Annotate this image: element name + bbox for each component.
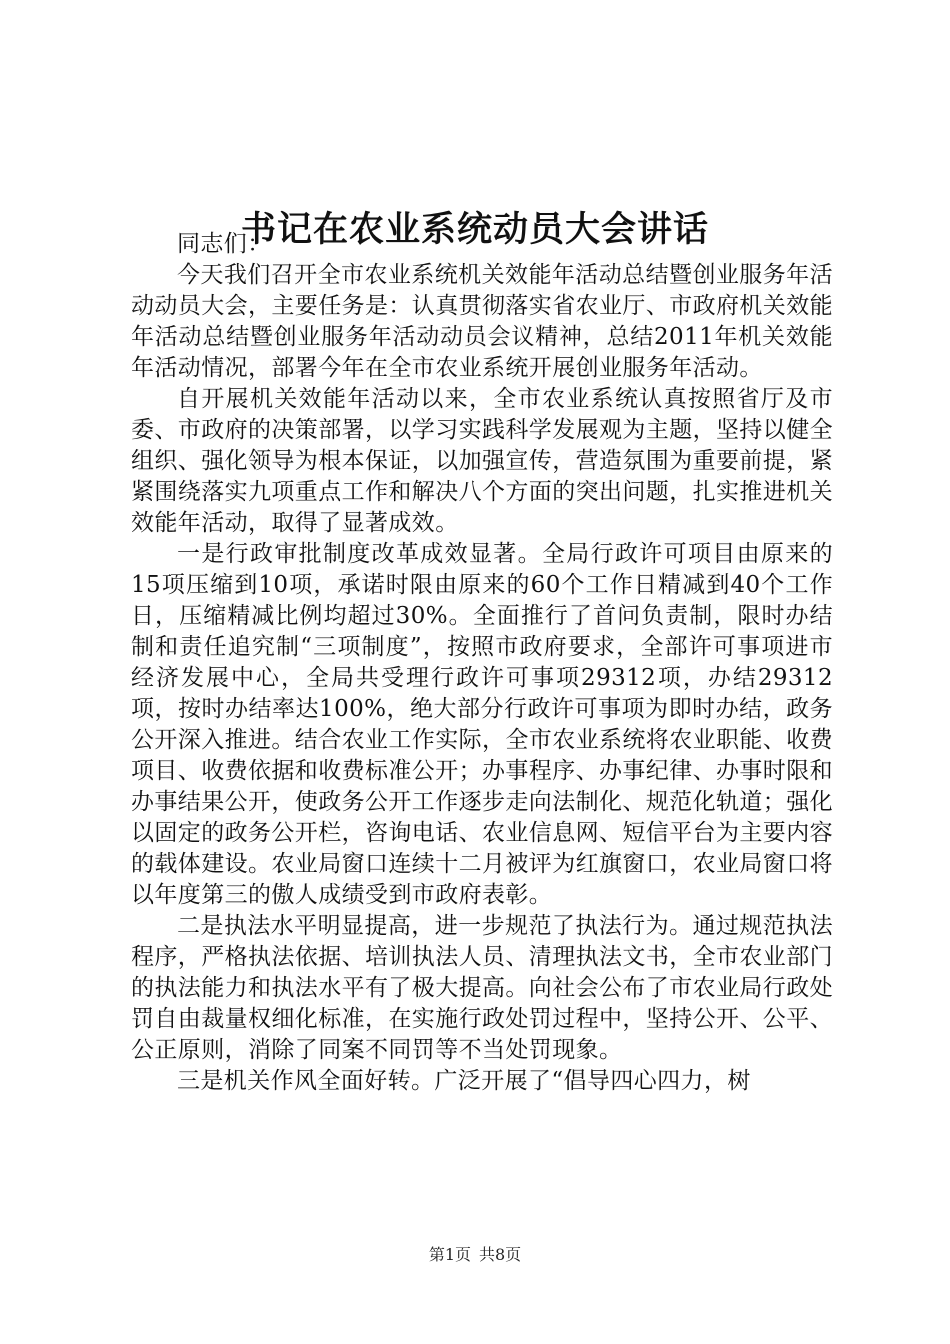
page-total: 共8页 — [479, 1245, 522, 1264]
paragraph-2: 自开展机关效能年活动以来，全市农业系统认真按照省厅及市委、市政府的决策部署，以学习实践科学发展观为主题，坚持以健全组织、强化领导为根本保证，以加强宣传，营造氛围为重要前提，紧紧围绕落实九项重点工作和解决八个方面的突出问题，扎实推进机关效能年活动，取得了显著成效。 — [131, 386, 833, 536]
salutation: 同志们： — [177, 231, 271, 257]
paragraph-3: 一是行政审批制度改革成效显著。全局行政许可项目由原来的15项压缩到10项，承诺时限由原来的60个工作日精减到40个工作日，压缩精减比例均超过30%。全面推行了首问负责制，限时办结制和责任追究制“三项制度”，按照市政府要求，全部许可事项进市经济发展中心，全局共受理行政许可事项29312项，办结29312项，按时办结率达100%，绝大部分行政许可事项为即时办结，政务公开深入推进。结合农业工作实际，全市农业系统将农业职能、收费项目、收费依据和收费标准公开；办事程序、办事纪律、办事时限和办事结果公开，使政务公开工作逐步走向法制化、规范化轨道；强化以固定的政务公开栏，咨询电话、农业信息网、短信平台为主要内容的载体建设。农业局窗口连续十二月被评为红旗窗口，农业局窗口将以年度第三的傲人成绩受到市政府表彰。 — [131, 541, 833, 908]
document-body — [131, 229, 833, 1097]
page-title: 书记在农业系统动员大会讲话 — [240, 209, 709, 251]
paragraph-4: 二是执法水平明显提高，进一步规范了执法行为。通过规范执法程序，严格执法依据、培训执法人员、清理执法文书，全市农业部门的执法能力和执法水平有了极大提高。向社会公布了市农业局行政处罚自由裁量权细化标准，在实施行政处罚过程中，坚持公开、公平、公正原则，消除了同案不同罚等不当处罚现象。 — [131, 913, 833, 1063]
page-footer — [0, 1245, 950, 1265]
paragraph-1: 今天我们召开全市农业系统机关效能年活动总结暨创业服务年活动动员大会，主要任务是：认真贯彻落实省农业厅、市政府机关效能年活动总结暨创业服务年活动动员会议精神，总结2011年机关效能年活动情况，部署今年在全市农业系统开展创业服务年活动。 — [131, 262, 833, 381]
page-number: 第1页 — [428, 1245, 471, 1264]
paragraph-5: 三是机关作风全面好转。广泛开展了“倡导四心四力，树 — [177, 1068, 751, 1094]
